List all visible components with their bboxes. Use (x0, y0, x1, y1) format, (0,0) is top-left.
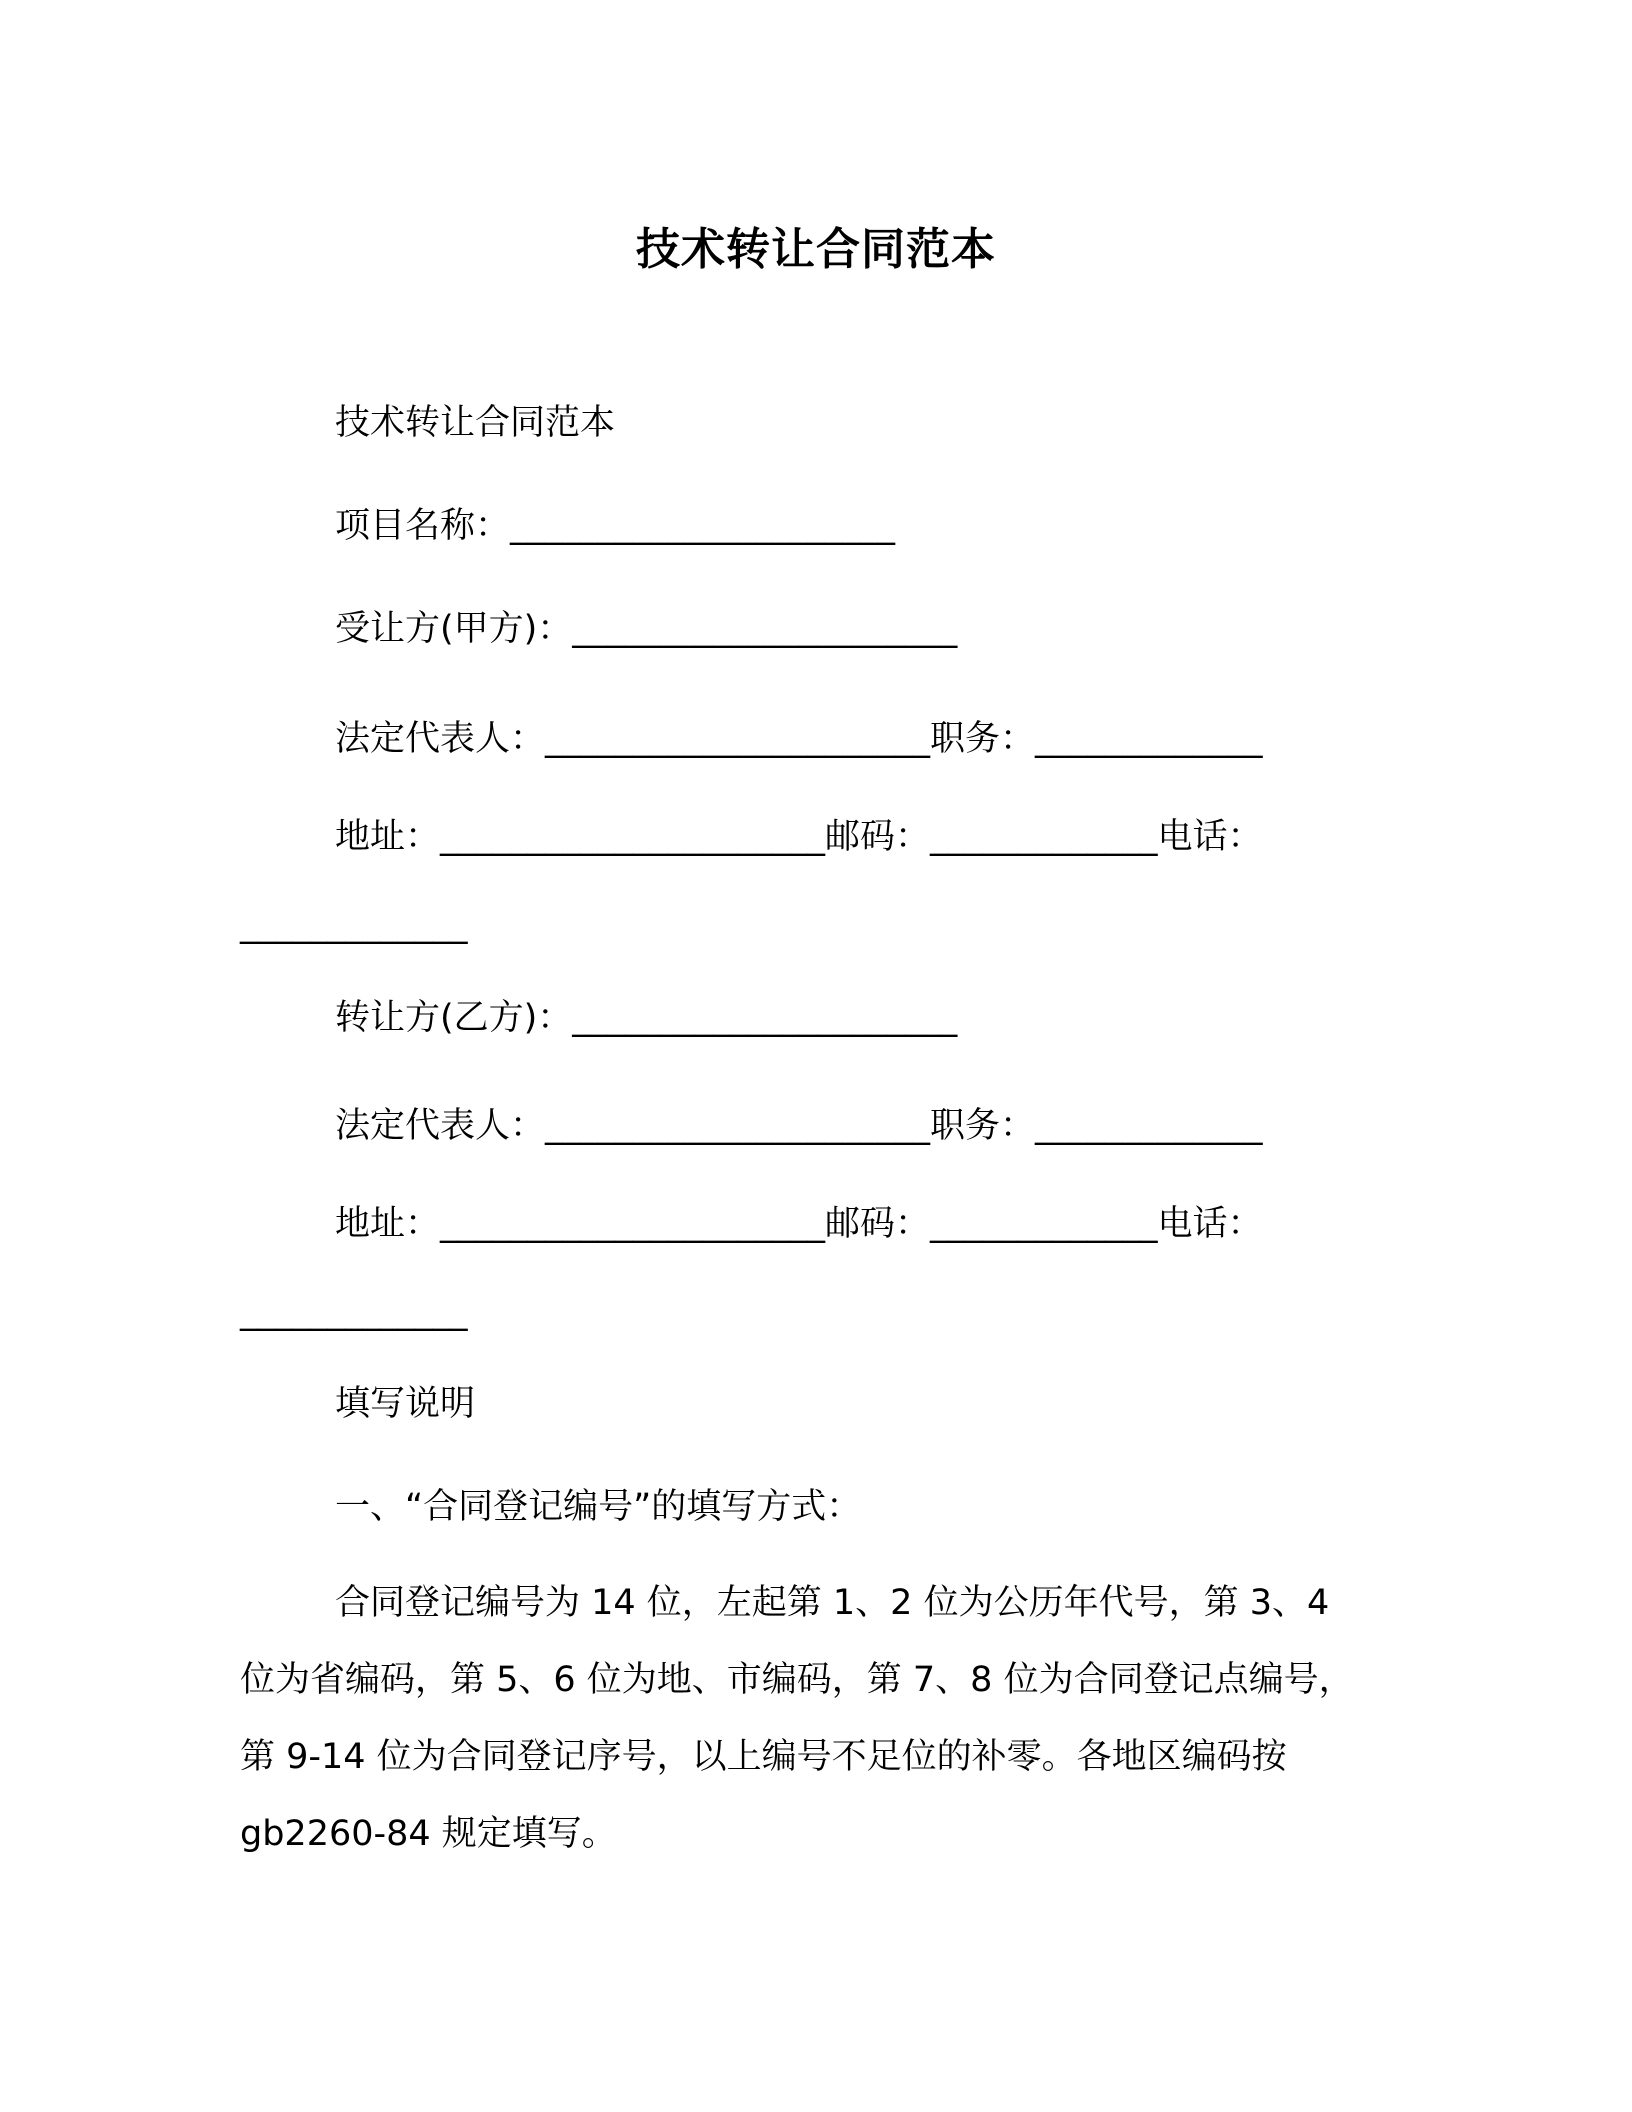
section-one-heading: 一、“合同登记编号”的填写方式： (335, 1487, 862, 1527)
paragraph-line: 合同登记编号为 14 位，左起第 1、2 位为公历年代号，第 3、4 (335, 1583, 1330, 1623)
transferee-address-line: 地址：______________________邮码：_____________电话： (335, 817, 1263, 857)
paragraph-line: gb2260-84 规定填写。 (240, 1814, 617, 1854)
document-title: 技术转让合同范本 (636, 224, 996, 275)
instructions-heading: 填写说明 (335, 1384, 476, 1424)
paragraph-line: 位为省编码，第 5、6 位为地、市编码，第 7、8 位为合同登记点编号， (240, 1660, 1354, 1700)
registration-number-paragraph (240, 1565, 1390, 1873)
subtitle-line: 技术转让合同范本 (335, 403, 616, 443)
transferee-phone-blank: _____________ (240, 905, 468, 945)
project-name-line: 项目名称：______________________ (335, 506, 896, 546)
transferee-line: 受让方(甲方)：______________________ (335, 609, 958, 649)
transferee-representative-line: 法定代表人：______________________职务：_____________ (335, 719, 1263, 759)
transferor-address-line: 地址：______________________邮码：_____________电话： (335, 1204, 1263, 1244)
paragraph-line: 第 9-14 位为合同登记序号，以上编号不足位的补零。各地区编码按 (240, 1737, 1287, 1777)
transferor-representative-line: 法定代表人：______________________职务：_____________ (335, 1106, 1263, 1146)
transferor-phone-blank: _____________ (240, 1292, 468, 1332)
transferor-line: 转让方(乙方)：______________________ (335, 998, 958, 1038)
